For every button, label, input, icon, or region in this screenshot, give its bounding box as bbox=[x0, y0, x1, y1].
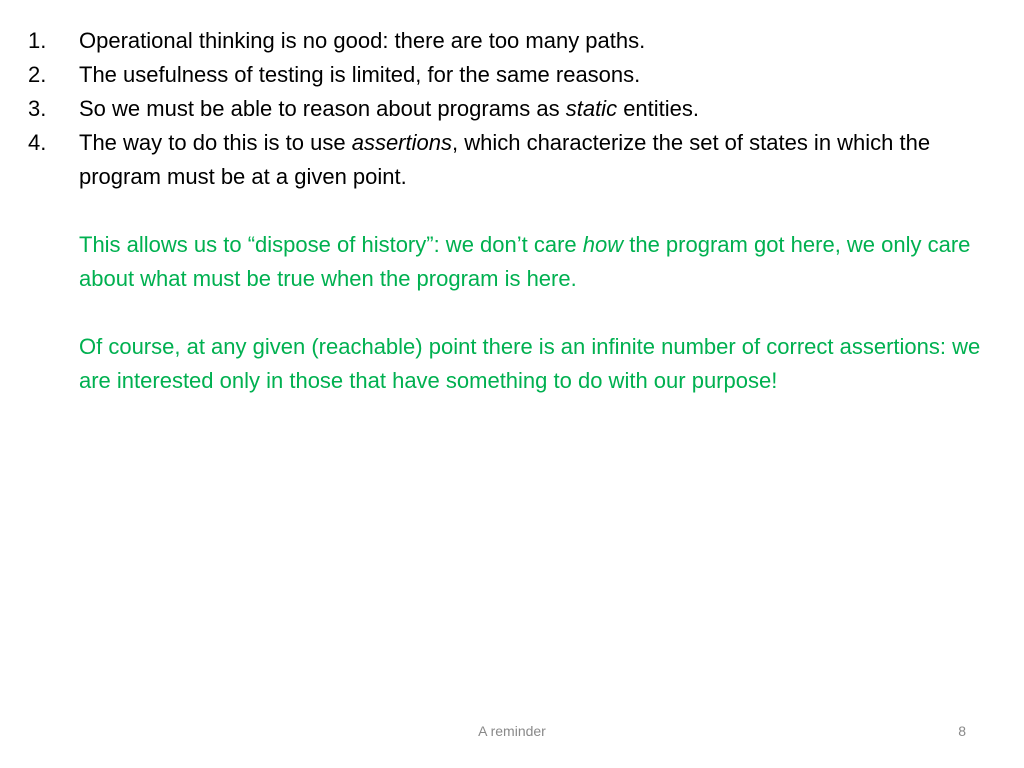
spacer bbox=[28, 194, 1008, 228]
list-item-text: The usefulness of testing is limited, for the same reasons. bbox=[79, 62, 641, 87]
history-note-emphasis: how bbox=[582, 232, 624, 257]
footer-title: A reminder bbox=[478, 723, 546, 739]
history-note-after: the program got here, we only care about what must be true when the program is here. bbox=[79, 232, 971, 291]
history-note-before: This allows us to “dispose of history”: we don’t care bbox=[79, 232, 583, 257]
slide-number: 8 bbox=[958, 723, 966, 739]
list-number: 3. bbox=[28, 96, 47, 121]
list-number: 1. bbox=[28, 28, 47, 53]
list-number: 2. bbox=[28, 62, 47, 87]
list-item-text-before: The way to do this is to use bbox=[79, 130, 352, 155]
list-item-3 bbox=[28, 92, 1008, 126]
list-item-text-after: , which characterize the set of states in which the program must be at a given point. bbox=[79, 130, 931, 189]
list-item-text-after: entities. bbox=[617, 96, 700, 121]
history-note bbox=[28, 228, 1008, 296]
list-item-4 bbox=[28, 126, 1008, 194]
slide-body bbox=[28, 24, 1008, 398]
list-number: 4. bbox=[28, 130, 47, 155]
list-item-text-before: So we must be able to reason about programs as bbox=[79, 96, 566, 121]
assertions-note: Of course, at any given (reachable) point there is an infinite number of correct assertions: we are interested only in those that have something to do with our purpose! bbox=[79, 334, 981, 393]
spacer bbox=[28, 296, 1008, 330]
list-item-text: Operational thinking is no good: there are too many paths. bbox=[79, 28, 646, 53]
list-item-emphasis: static bbox=[565, 96, 618, 121]
list-item-emphasis: assertions bbox=[351, 130, 452, 155]
list-item-1 bbox=[28, 24, 1008, 58]
list-item-2 bbox=[28, 58, 1008, 92]
